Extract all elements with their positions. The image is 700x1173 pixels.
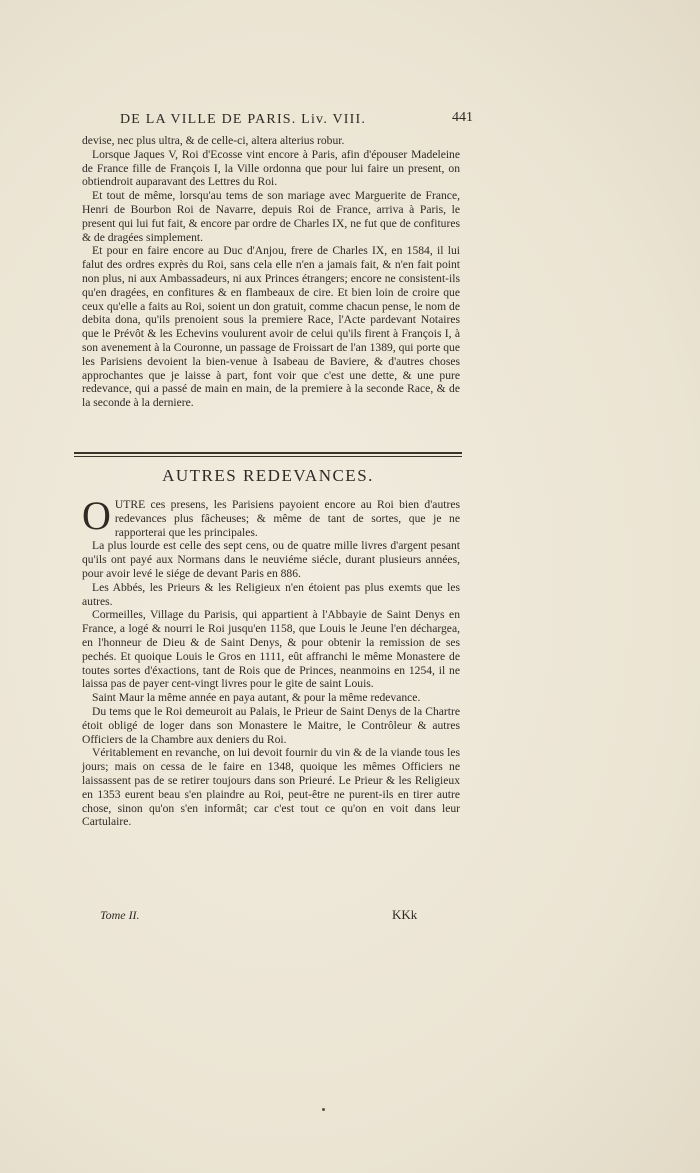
paragraph: Saint Maur la même année en paya autant, & pour la même redevance. [92, 691, 421, 705]
paper-speck [322, 1108, 325, 1111]
section-body [82, 493, 460, 829]
paragraph: Les Abbés, les Prieurs & les Religieux n'en étoient pas plus exemts que les autres. [82, 580, 460, 608]
paragraph: La plus lourde est celle des sept cens, ou de quatre mille livres d'argent pesant qu'ils ont payé aux Normans dans le neuviéme siécle, durant plusieurs années, pour avoir levé le siége de devant Paris en 886. [82, 539, 460, 580]
section-continuation [82, 134, 460, 410]
drop-cap: O [82, 493, 111, 538]
volume-label: Tome II. [100, 908, 140, 922]
paragraph: Et tout de même, lorsqu'au tems de son mariage avec Marguerite de France, Henri de Bourbon Roi de Navarre, depuis Roi de France, arriva à Paris, le present qui lui fut fait, & encore par ordre de Charles IX, ne fut que de confitures & de dragées simplement. [82, 189, 460, 244]
paragraph: Et pour en faire encore au Duc d'Anjou, frere de Charles IX, en 1584, il lui falut des ordres exprès du Roi, sans cela elle n'en a jamais fait, & n'en fait point non plus, ni aux Ambassadeurs, ni aux Princes étrangers; encore ne consistent-ils qu'en dragées, en confitures & en flambeaux de cire. Et bien loin de croire que ceux qu'elle a faits au Roi, soient un don gratuit, comme chacun pense, le nom de debita dona, qu'ils prenoient sous la premiere Race, l'Acte pardevant Notaires que le Prévôt & les Echevins voulurent avoir de celui qu'ils firent à François I, à son avenement à la Couronne, un passage de Froissart de l'an 1389, qui porte que les Parisiens devoient la bien-venue à Isabeau de Baviere, & d'autres choses approchantes que je laisse à part, font voir que c'est une dette, & une pure redevance, qui a passé de main en main, de la premiere à la seconde Race, & de la seconde à la derniere. [82, 244, 460, 410]
section-title: AUTRES REDEVANCES. [162, 466, 374, 485]
signature-mark: KKk [392, 907, 418, 922]
page-number: 441 [452, 110, 473, 125]
paragraph: Véritablement en revanche, on lui devoit fournir du vin & de la viande tous les jours; mais on cessa de le faire en 1348, quoique les mêmes Officiers ne laissassent pas de se retirer toujours dans son Prieuré. Le Prieur & les Religieux en 1353 eurent beau s'en plaindre au Roi, peut-être ne purent-ils en tirer autre chose, sinon qu'on s'en informât; car c'est tout ce qu'on en voit dans leur Cartulaire. [82, 746, 460, 829]
first-paragraph-text: UTRE ces presens, les Parisiens payoient encore au Roi bien d'autres redevances plus fâcheuses; & même de tant de sortes, que je ne rapporterai que les principales. [114, 498, 460, 539]
paragraph: Lorsque Jaques V, Roi d'Ecosse vint encore à Paris, afin d'épouser Madeleine de France fille de François I, la Ville ordonna que pour lui faire un present, on obtiendroit auparavant des Lettres du Roi. [82, 147, 460, 189]
running-title: DE LA VILLE DE PARIS. Liv. VIII. [120, 112, 367, 127]
section-divider-rule [74, 452, 462, 457]
first-paragraph [82, 493, 460, 539]
paragraph: devise, nec plus ultra, & de celle-ci, altera alterius robur. [82, 134, 345, 147]
paragraph: Du tems que le Roi demeuroit au Palais, le Prieur de Saint Denys de la Chartre étoit obligé de loger dans son Monastere le Maitre, le Contrôleur & autres Officiers de la Chambre aux deniers du Roi. [82, 704, 460, 746]
paragraph: Cormeilles, Village du Parisis, qui appartient à l'Abbayie de Saint Denys en France, a logé & nourri le Roi jusqu'en 1158, que Louis le Jeune l'en déchargea, en l'honneur de Dieu & de Saint Denys, & pour obtenir la remission de ses pechés. Et quoique Louis le Gros en 1111, eût affranchi le même Monastere de toutes sortes d'éxactions, tant de Rois que de Princes, neanmoins en 1254, il ne laissa pas de payer cent-vingt livres pour le gite de saint Louis. [82, 608, 460, 691]
